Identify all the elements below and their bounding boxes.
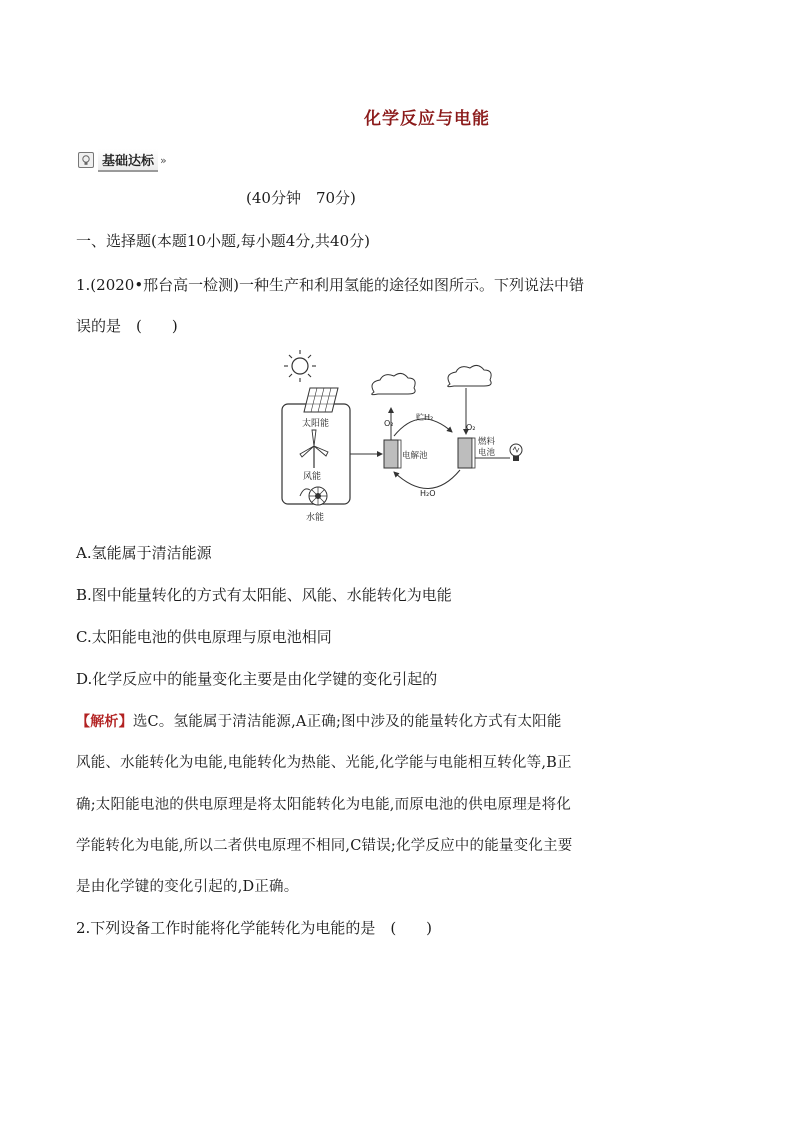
option-b: B.图中能量转化的方式有太阳能、风能、水能转化为电能 bbox=[76, 586, 452, 604]
cloud-icon bbox=[372, 373, 415, 394]
fuel-cell-label: 电池 bbox=[478, 448, 496, 458]
option-d: D.化学反应中的能量变化主要是由化学键的变化引起的 bbox=[76, 670, 438, 688]
wind-label: 风能 bbox=[303, 472, 322, 482]
double-chevron-icon: » bbox=[160, 153, 167, 167]
water-label: 水能 bbox=[306, 513, 325, 523]
section-heading: 一、选择题(本题10小题,每小题4分,共40分) bbox=[76, 232, 370, 250]
hydrogen-energy-diagram bbox=[270, 346, 540, 526]
electrolyzer-label: 电解池 bbox=[402, 451, 428, 461]
cloud-icon bbox=[448, 365, 491, 386]
option-c: C.太阳能电池的供电原理与原电池相同 bbox=[76, 628, 332, 646]
lightbulb-icon bbox=[78, 152, 94, 168]
answer-tag: 【解析】 bbox=[76, 714, 133, 730]
section-label: 基础达标 bbox=[98, 149, 158, 172]
sun-icon bbox=[284, 350, 316, 382]
solar-label: 太阳能 bbox=[302, 419, 330, 429]
oxygen-label: O₂ bbox=[384, 419, 394, 428]
answer-line: 学能转化为电能,所以二者供电原理不相同,C错误;化学反应中的能量变化主要 bbox=[76, 838, 573, 854]
water-output-label: H₂O bbox=[420, 489, 436, 498]
section-tag bbox=[78, 150, 208, 170]
answer-line: 风能、水能转化为电能,电能转化为热能、光能,化学能与电能相互转化等,B正 bbox=[76, 755, 572, 771]
answer-line: 确;太阳能电池的供电原理是将太阳能转化为电能,而原电池的供电原理是将化 bbox=[76, 797, 571, 813]
answer-line: 是由化学键的变化引起的,D正确。 bbox=[76, 879, 299, 895]
question-1-text: 1.(2020•邢台高一检测)一种生产和利用氢能的途径如图所示。下列说法中错 bbox=[76, 276, 585, 294]
hydrogen-storage-label: 贮H₂ bbox=[416, 413, 434, 422]
light-bulb-icon bbox=[510, 444, 522, 461]
exam-duration: (40分钟 70分) bbox=[246, 189, 356, 207]
question-1-text-cont: 误的是 ( ) bbox=[76, 317, 178, 335]
wind-turbine-icon bbox=[300, 430, 328, 468]
answer-line: 选C。氢能属于清洁能源,A正确;图中涉及的能量转化方式有太阳能 bbox=[132, 714, 562, 730]
water-turbine-icon bbox=[300, 487, 327, 505]
oxygen-label: O₂ bbox=[466, 423, 476, 432]
solar-panel-icon bbox=[304, 388, 338, 412]
question-2-text: 2.下列设备工作时能将化学能转化为电能的是 ( ) bbox=[76, 919, 433, 937]
fuel-cell-label: 燃料 bbox=[478, 437, 496, 447]
answer-explanation bbox=[76, 712, 562, 732]
page-title: 化学反应与电能 bbox=[364, 109, 490, 129]
option-a: A.氢能属于清洁能源 bbox=[76, 544, 212, 562]
